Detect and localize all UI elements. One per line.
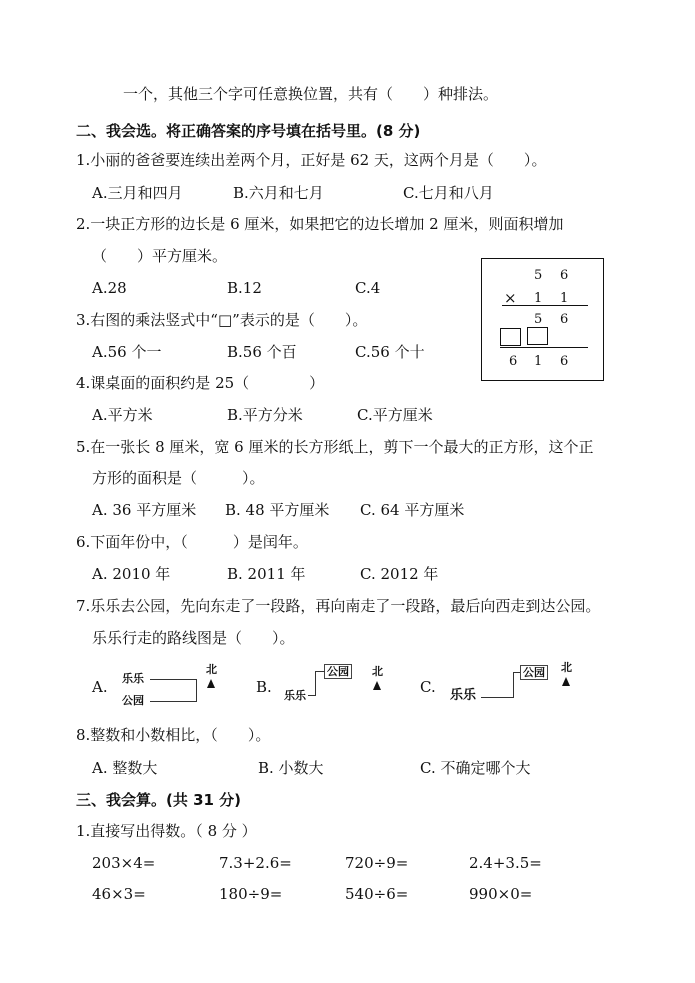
route-line (196, 679, 197, 702)
q7-option-a-label: A. (92, 678, 108, 696)
north-arrow-icon (207, 679, 215, 688)
route-line (150, 701, 197, 702)
route-line (315, 671, 325, 672)
north-arrow-icon (562, 677, 570, 686)
q3-option-a: A.56 个一 (92, 343, 162, 361)
q3-stem: 3.右图的乘法竖式中“□”表示的是（ ）。 (76, 311, 368, 329)
q5-stem-line1: 5.在一张长 8 厘米，宽 6 厘米的长方形纸上，剪下一个最大的正方形，这个正 (76, 438, 594, 456)
blank-square (500, 328, 521, 346)
q7-option-b-label: B. (256, 678, 272, 696)
calc-result-digit: 6 (509, 354, 518, 369)
q2-stem-line2: （ ）平方厘米。 (92, 247, 228, 265)
times-sign: × (504, 289, 517, 307)
lele-label: 乐乐 (450, 688, 477, 703)
q3-option-b: B.56 个百 (227, 343, 297, 361)
intro-line: 一个，其他三个字可任意换位置，共有（ ）种排法。 (123, 85, 499, 103)
route-map-c (448, 660, 583, 710)
q5-stem-line2: 方形的面积是（ ）。 (92, 469, 265, 487)
q2-option-c: C.4 (355, 279, 381, 297)
calc-row2-digit: 1 (560, 291, 569, 306)
q3-option-c: C.56 个十 (355, 343, 425, 361)
calc-result-digit: 6 (560, 354, 569, 369)
q8-option-a: A. 整数大 (92, 759, 158, 777)
q1-option-a: A.三月和四月 (92, 184, 183, 202)
calc-item: 203×4= (92, 854, 156, 872)
calc-item: 7.3+2.6= (219, 854, 292, 872)
q4-stem: 4.课桌面的面积约是 25（ ） (76, 374, 325, 392)
calc-item: 990×0= (469, 885, 533, 903)
park-label: 公园 (324, 664, 352, 679)
q1-stem: 1.小丽的爸爸要连续出差两个月，正好是 62 天，这两个月是（ ）。 (76, 151, 547, 169)
section3-heading: 三、我会算。(共 31 分) (76, 791, 242, 809)
park-label: 公园 (122, 694, 144, 707)
q2-stem-line1: 2.一块正方形的边长是 6 厘米，如果把它的边长增加 2 厘米，则面积增加 (76, 215, 564, 233)
q6-stem: 6.下面年份中，（ ）是闰年。 (76, 533, 308, 551)
q2-option-a: A.28 (92, 279, 127, 297)
route-map-a (120, 662, 230, 712)
calc-line-bottom (500, 347, 588, 348)
route-line (513, 672, 514, 698)
north-label: 北 (372, 665, 383, 678)
q5-option-a: A. 36 平方厘米 (92, 501, 197, 519)
calc-row2-digit: 1 (534, 291, 543, 306)
q8-stem: 8.整数和小数相比，（ ）。 (76, 726, 271, 744)
q6-option-a: A. 2010 年 (92, 565, 171, 583)
calc-item: 46×3= (92, 885, 146, 903)
calc-item: 720÷9= (345, 854, 409, 872)
q4-option-a: A.平方米 (92, 406, 153, 424)
calc-row3-digit: 6 (560, 312, 569, 327)
park-label: 公园 (520, 665, 548, 680)
blank-square (527, 327, 548, 345)
route-line (315, 671, 316, 695)
north-label: 北 (561, 661, 572, 674)
section3-sub1: 1.直接写出得数。（ 8 分 ） (76, 822, 257, 840)
calc-item: 2.4+3.5= (469, 854, 542, 872)
lele-label: 乐乐 (122, 672, 144, 685)
q7-option-c-label: C. (420, 678, 436, 696)
calc-line-top (502, 305, 588, 306)
calc-row1-digit: 6 (560, 268, 569, 283)
q6-option-c: C. 2012 年 (360, 565, 439, 583)
north-arrow-icon (373, 681, 381, 690)
calc-item: 180÷9= (219, 885, 283, 903)
q1-option-c: C.七月和八月 (403, 184, 494, 202)
q6-option-b: B. 2011 年 (227, 565, 306, 583)
q5-option-b: B. 48 平方厘米 (225, 501, 330, 519)
q4-option-b: B.平方分米 (227, 406, 303, 424)
q7-stem-line1: 7.乐乐去公园，先向东走了一段路，再向南走了一段路，最后向西走到达公园。 (76, 597, 601, 615)
route-line (308, 695, 316, 696)
q5-option-c: C. 64 平方厘米 (360, 501, 465, 519)
route-line (481, 697, 513, 698)
route-map-b (282, 660, 392, 710)
lele-label: 乐乐 (284, 689, 306, 702)
calc-item: 540÷6= (345, 885, 409, 903)
calc-row3-digit: 5 (534, 312, 543, 327)
q2-option-b: B.12 (227, 279, 262, 297)
q1-option-b: B.六月和七月 (233, 184, 324, 202)
q8-option-c: C. 不确定哪个大 (420, 759, 531, 777)
vertical-multiplication-figure (481, 258, 604, 381)
calc-row1-digit: 5 (534, 268, 543, 283)
north-label: 北 (206, 663, 217, 676)
calc-result-digit: 1 (534, 354, 543, 369)
q7-stem-line2: 乐乐行走的路线图是（ ）。 (92, 629, 295, 647)
route-line (150, 679, 196, 680)
q4-option-c: C.平方厘米 (357, 406, 433, 424)
q8-option-b: B. 小数大 (258, 759, 324, 777)
section2-heading: 二、我会选。将正确答案的序号填在括号里。(8 分) (76, 122, 421, 140)
